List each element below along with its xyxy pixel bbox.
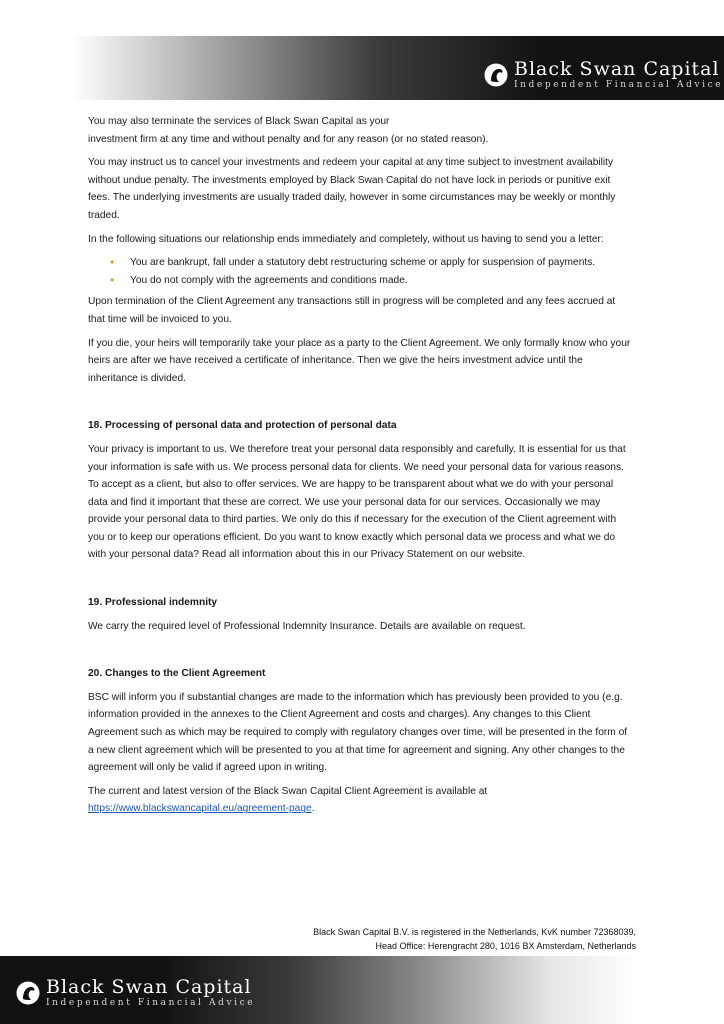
paragraph-cancel-investments: You may instruct us to cancel your investments and redeem your capital at any time subject to investment availability without undue penalty. The investments employed by Black Swan Capital do not have lock in periods or punitive exit fees. The underlying investments are usually traded daily, however in some circumstances may be weekly or monthly traded. [88,157,616,221]
swan-logo-icon [484,63,508,87]
swan-logo-icon [16,981,40,1005]
bullet-icon: • [110,255,115,270]
paragraph-relationship-ends: In the following situations our relationship ends immediately and completely, without us having to send you a letter: [88,233,604,245]
header-logo [484,60,723,90]
list-item: • You do not comply with the agreements and conditions made. [130,272,634,290]
agreement-page-link[interactable]: https://www.blackswancapital.eu/agreement-page [88,803,312,815]
paragraph-transactions-in-progress: Upon termination of the Client Agreement any transactions still in progress will be completed and any fees accrued at that time will be invoiced to you. [88,296,616,325]
footer-registration: Black Swan Capital B.V. is registered in the Netherlands, KvK number 72368039, [313,927,636,937]
paragraph-heirs: If you die, your heirs will temporarily take your place as a party to the Client Agreement. We only formally know who your heirs are after we have received a certificate of inheritance. Then we give the heirs investment advice until the inheritance is divided. [88,337,631,384]
section-20-latest-version: The current and latest version of the Black Swan Capital Client Agreement is available at https://www.blackswancapital.eu/agreement-page. [88,785,488,815]
footer-logo [16,978,255,1008]
brand-tagline: Independent Financial Advice [514,80,724,90]
brand-name: Black Swan Capital [46,976,252,998]
paragraph-terminate-services: You may also terminate the services of Black Swan Capital as your investment firm at any time and without penalty and for any reason (or no stated reason). [88,116,489,145]
list-item: • You are bankrupt, fall under a statutory debt restructuring scheme or apply for suspension of payments. [130,254,634,272]
bullet-icon: • [110,272,115,287]
brand-tagline: Independent Financial Advice [46,998,256,1008]
section-19-heading: 19. Professional indemnity [88,597,218,609]
section-20-heading: 20. Changes to the Client Agreement [88,668,266,680]
section-18-heading: 18. Processing of personal data and protection of personal data [88,420,397,432]
section-19-text: We carry the required level of Professional Indemnity Insurance. Details are available on request. [88,620,526,632]
document-body [88,113,634,824]
section-20-text: BSC will inform you if substantial changes are made to the information which has previously been provided to you (e.g. information provided in the annexes to the Client Agreement and costs and charges). Any changes to this Client Agreement such as which may be required to comply with regulatory changes over time, will be presented in the form of a new client agreement which will be presented to you at that time for agreement and signing. Any other changes to the agreement will only be valid if agreed upon in writing. [88,691,628,774]
section-18-text: Your privacy is important to us. We therefore treat your personal data responsibly and carefully. It is essential for us that your information is safe with us. We process personal data for clients. We need your personal data for various reasons. To accept as a client, but also to offer services. We are happy to be transparent about what we do with your personal data and find it important that these are correct. We use your personal data for our services. Occasionally we may provide your personal data to third parties. We only do this if necessary for the execution of the Client agreement with you or to keep our operations efficient. Do you want to know exactly which personal data we process and what we do with your personal data? Read all information about this in our Privacy Statement on our website. [88,443,626,561]
footer-address: Head Office: Herengracht 280, 1016 BX Amsterdam, Netherlands [375,941,636,951]
brand-name: Black Swan Capital [514,58,720,80]
termination-conditions-list [88,254,634,289]
